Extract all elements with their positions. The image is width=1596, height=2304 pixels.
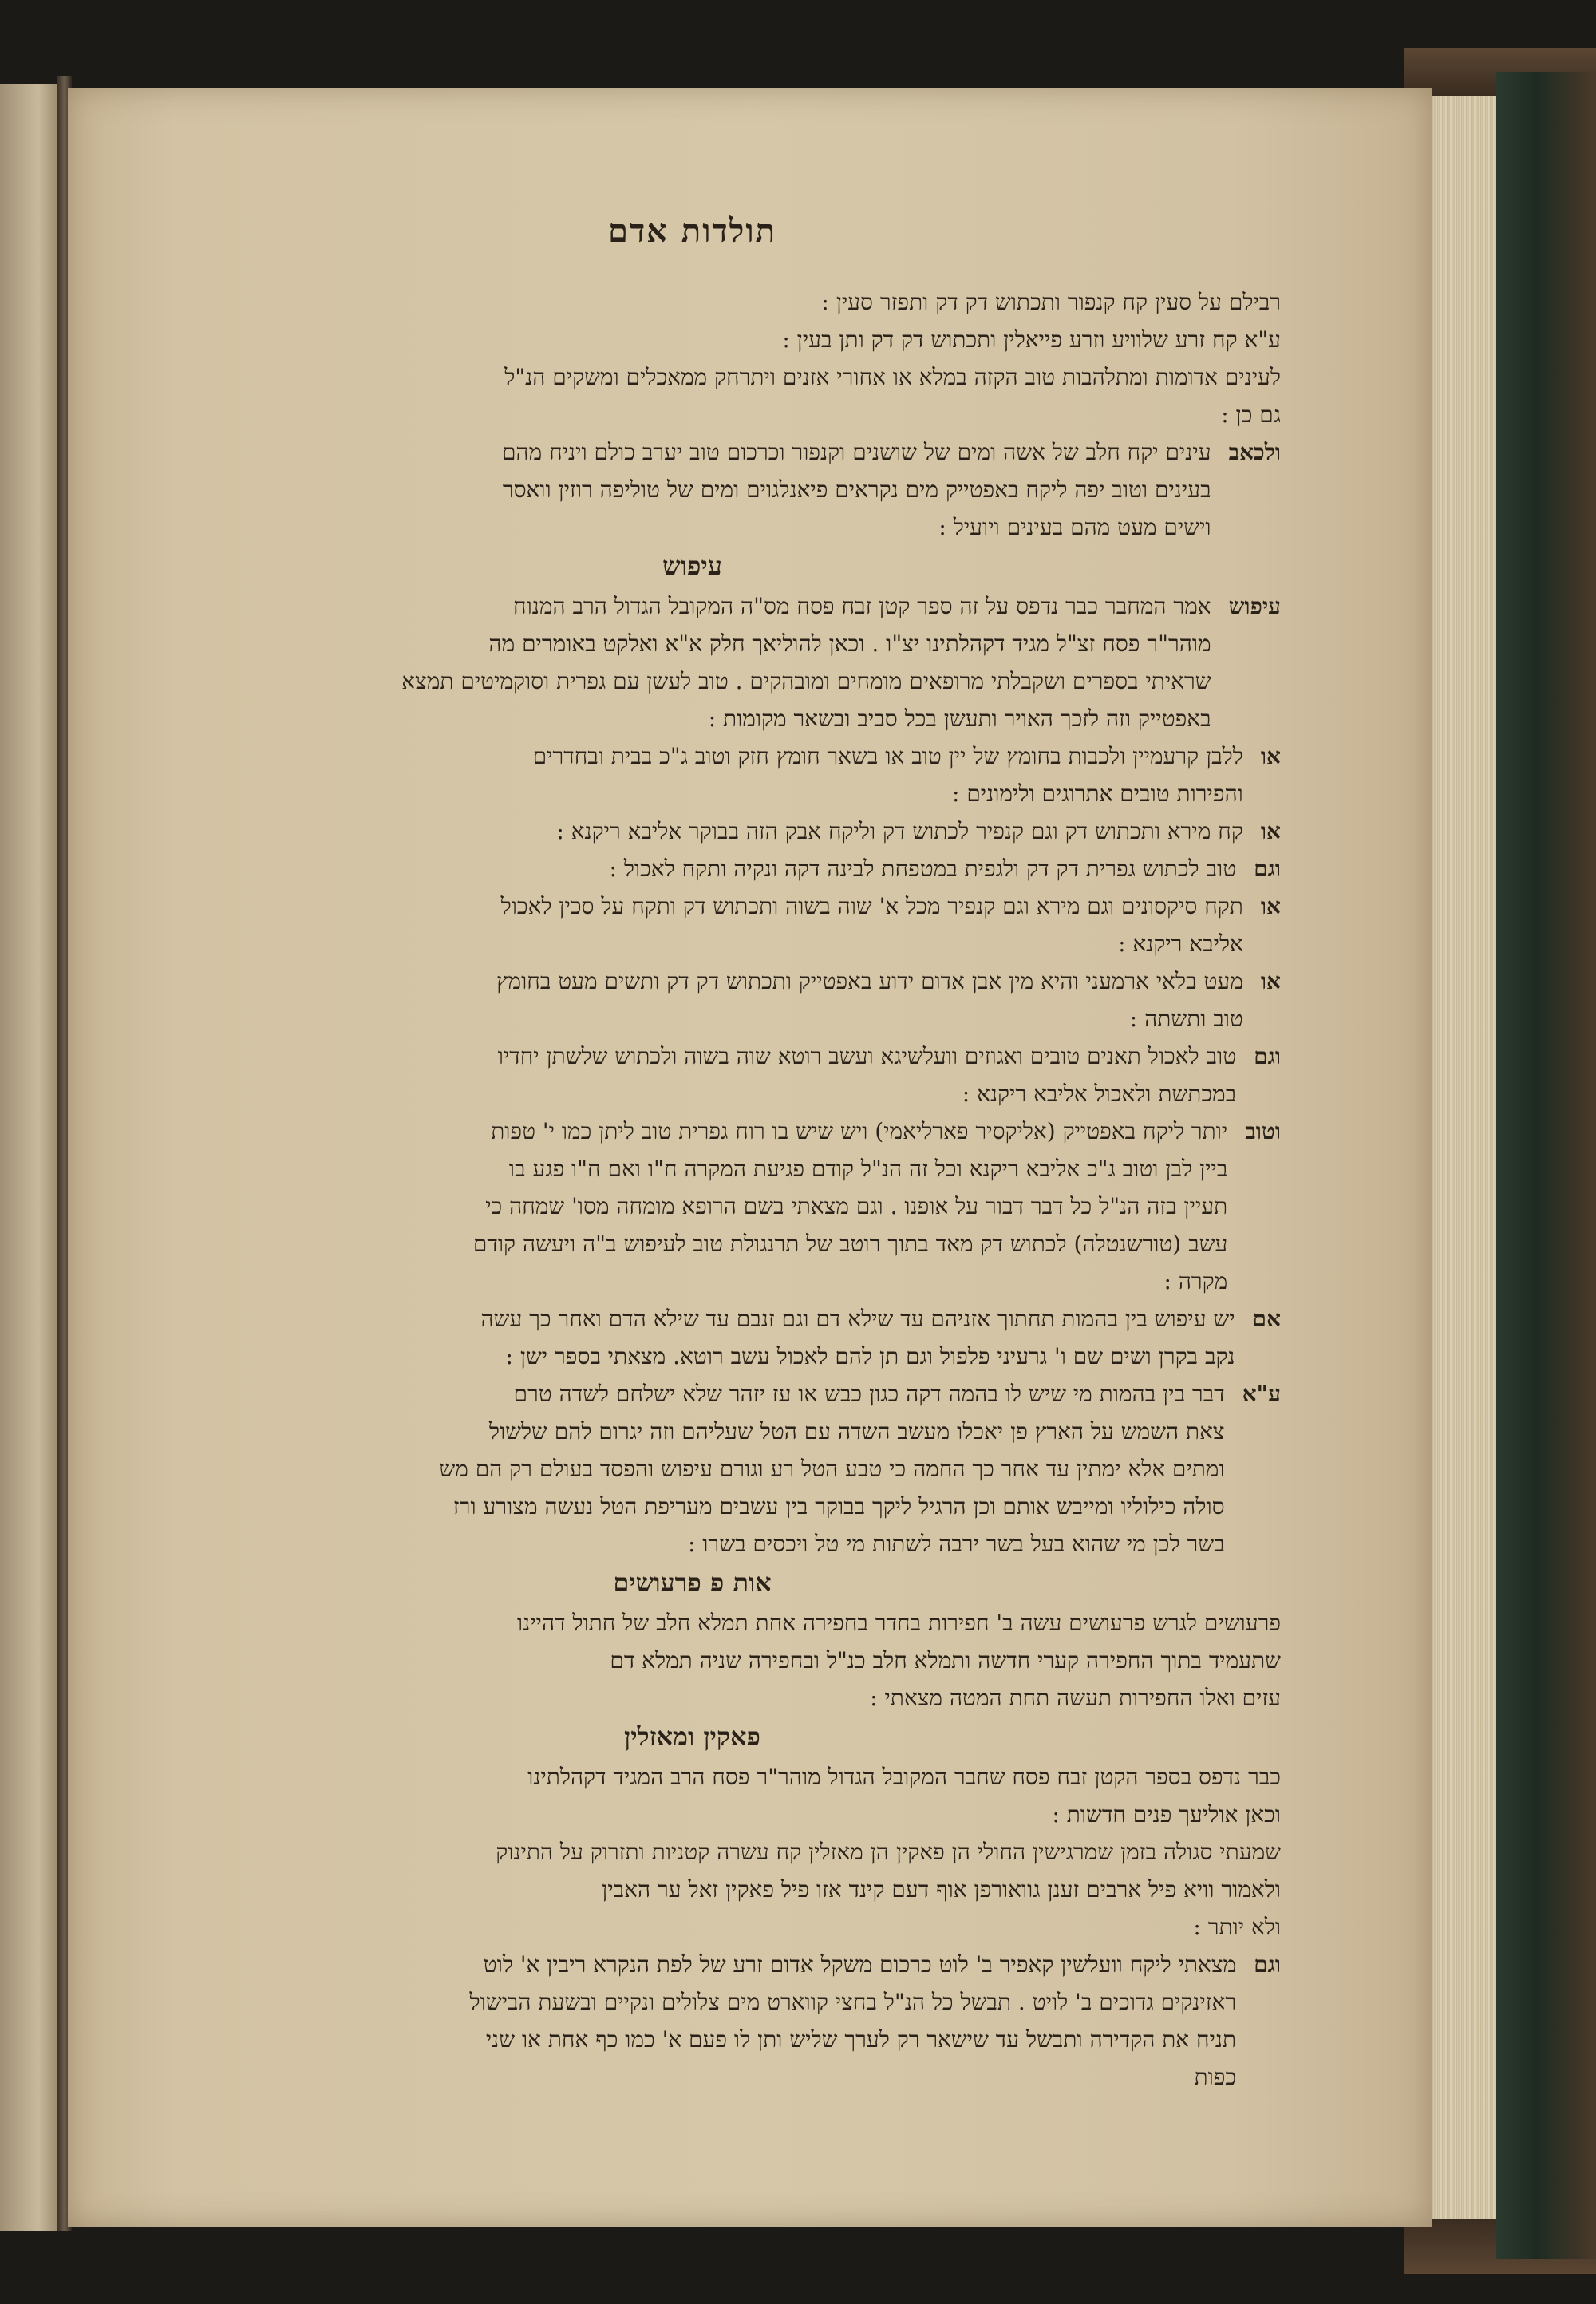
left-page-edge	[0, 84, 64, 2231]
text-line: ראזינקים גדוכים ב' לויט . תבשל כל הנ"ל בחצי קווארט מים צלולים ונקיים ובשעת הבישול	[469, 1989, 1237, 2015]
section-eye-remedies	[104, 283, 1281, 546]
text-line: מקרה :	[1163, 1268, 1228, 1294]
text-line: דבר בין בהמות מי שיש לו בהמה דקה כגון כבש או עז יזהר שלא ישלחם לשדה טרם	[513, 1381, 1225, 1407]
text-line: לעינים אדומות ומתלהבות טוב הקזה במלא או אחורי אזנים ויתרחק ממאכלים ומשקים הנ"ל	[504, 364, 1281, 390]
text-line: והפירות טובים אתרוגים ולימונים :	[952, 781, 1243, 807]
text-line: עזים ואלו החפירות תעשה תחת המטה מצאתי :	[870, 1685, 1281, 1711]
paragraph-lead-word: וגם	[1254, 1951, 1281, 1978]
page-stack-edges	[1428, 88, 1500, 2227]
paragraph-lead-word: או	[1260, 743, 1281, 769]
paragraph-lead-word: אם	[1252, 1306, 1281, 1332]
paragraph	[104, 1037, 1281, 1112]
paragraph-body	[104, 1604, 1281, 1717]
paragraph-body	[104, 1037, 1236, 1112]
paragraph-lead-word: וגם	[1254, 856, 1281, 882]
paragraph	[104, 358, 1281, 433]
text-line: בעינים וטוב יפה ליקח באפטייק מים נקראים פיאנלגוים ומים של טוליפה רוזין וואסר	[502, 476, 1211, 503]
section-pox	[104, 1758, 1281, 2096]
text-line: באפטייק וזה לזכך האויר ותעשן בכל סביב ובשאר מקומות :	[708, 705, 1211, 732]
paragraph-body	[104, 962, 1243, 1037]
paragraph-body	[104, 1112, 1227, 1300]
paragraph	[104, 850, 1281, 887]
paragraph-body	[104, 1946, 1236, 2096]
paragraph	[104, 283, 1281, 321]
page-title: תולדות אדם	[607, 212, 776, 250]
text-line: ללבן קרעמיין ולכבות בחומץ של יין טוב או בשאר חומץ חזק וטוב ג"כ בבית ובחדרים	[532, 743, 1243, 769]
text-line: קח מירא ותכתוש דק וגם קנפיר לכתוש דק וליקח אבק הזה בבוקר אליבא ריקנא :	[556, 818, 1243, 844]
heading-fleas: אות פ פרעושים	[613, 1567, 772, 1598]
paragraph	[104, 962, 1281, 1037]
paragraph-body	[104, 321, 1281, 358]
paragraph-body	[104, 812, 1243, 850]
text-line: יש עיפוש בין בהמות תחתוך אזניהם עד שילא דם וגם זנבם עד שילא הדם ואחר כך עשה	[480, 1306, 1235, 1332]
paragraph	[104, 1112, 1281, 1300]
paragraph	[104, 1758, 1281, 1833]
text-line: תעיין בזה הנ"ל כל דבר דבור על אופנו . וגם מצאתי בשם הרופא מומחה מסו' שמחה כי	[485, 1193, 1228, 1219]
text-line: פרעושים לגרש פרעושים עשה ב' חפירות בחדר בחפירה אחת תמלא חלב של חתול דהיינו	[516, 1610, 1281, 1636]
text-line: טוב ותשתה :	[1129, 1006, 1243, 1032]
paragraph	[104, 812, 1281, 850]
text-line: שתעמיד בתוך החפירה קערי חדשה ותמלא חלב כנ"ל ובחפירה שניה תמלא דם	[610, 1647, 1281, 1674]
text-line: אמר המחבר כבר נדפס על זה ספר קטן זבח פסח מס"ה המקובל הגדול הרב המנוח	[513, 593, 1211, 619]
text-line: טוב לכתוש גפרית דק דק ולגפית במטפחת לבינה דקה ונקיה ותקח לאכול :	[609, 856, 1237, 882]
paragraph-lead-word: וטוב	[1245, 1118, 1281, 1144]
paragraph-body	[104, 1375, 1225, 1563]
text-line: עשב (טורשנטלה) לכתוש דק מאד בתוך רוטב של תרנגולת טוב לעיפוש ב"ה ויעשה קודם	[472, 1231, 1228, 1257]
text-line: אליבא ריקנא :	[1118, 931, 1243, 957]
text-line: ומתים אלא ימתין עד אחר כך החמה כי טבע הטל רע וגורם עיפוש והפסד בעולם רק הם מש	[439, 1456, 1225, 1482]
paragraph-body	[104, 587, 1211, 737]
text-line: תקח סיקסונים וגם מירא וגם קנפיר מכל א' שוה בשוה ותכתוש דק ותקח על סכין לאכול	[500, 893, 1243, 919]
text-line: מוהר"ר פסח זצ"ל מגיד דקהלתינו יצ"ו . וכאן להוליאך חלק א"א ואלקט באומרים מה	[488, 630, 1211, 657]
paragraph-body	[104, 358, 1281, 433]
section-fleas	[104, 1604, 1281, 1717]
paragraph-lead-word: עיפוש	[1228, 593, 1281, 619]
paragraph-lead-word: או	[1260, 968, 1281, 994]
text-line: טוב לאכול תאנים טובים ואגוזים וועלשיגא ועשב רוטא שוה בשוה ולכתוש שלשתן יחדיו	[497, 1043, 1237, 1069]
text-line: שמעתי סגולה בזמן שמרגישין החולי הן פאקין הן מאזלין קח עשרה קטניות ותזרוק על התינוק	[496, 1839, 1281, 1865]
paragraph-lead-word: וגם	[1254, 1043, 1281, 1069]
paragraph	[104, 1833, 1281, 1946]
paragraph	[104, 1300, 1281, 1375]
paragraph	[104, 1946, 1281, 2096]
text-line: שראיתי בספרים ושקבלתי מרופאים מומחים ומובהקים . טוב לעשן עם גפרית וסוקמיטים תמצא	[401, 668, 1211, 694]
text-line: רבילם על סעין קח קנפור ותכתוש דק דק ותפזר סעין :	[821, 289, 1281, 315]
text-line: סולה כילוליו ומייבש אותם וכן הרגיל ליקך בבוקר בין עשבים מעריפת הטל נעשה מצורע ורז	[452, 1493, 1225, 1520]
paragraph-lead-word: ע"א	[1242, 1381, 1281, 1407]
text-line: וכאן אוליעך פנים חדשות :	[1052, 1801, 1281, 1828]
paragraph	[104, 433, 1281, 546]
text-line: עינים יקח חלב של אשה ומים של שושנים וקנפור וכרכום טוב יערב כולם ויניח מהם	[502, 439, 1211, 465]
text-line: יותר ליקח באפטייק (אליקסיר פארליאמי) ויש שיש בו רוח גפרית טוב ליתן כמו י' טפות	[491, 1118, 1228, 1144]
paragraph-lead-word: ולכאב	[1228, 439, 1281, 465]
text-line: תניח את הקדירה ותבשל עד שישאר רק לערך שליש ותן לו פעם א' כמו כף אחת או שני	[485, 2026, 1237, 2053]
text-line: גם כן :	[1221, 401, 1281, 428]
paragraph-body	[104, 283, 1281, 321]
text-line: ביין לבן וטוב ג"כ אליבא ריקנא וכל זה הנ"ל קודם פגיעת המקרה ח"ו ואם ח"ו פגע בו	[508, 1156, 1228, 1182]
text-line: ע"א קח זרע שלוויע וזרע פייאלין ותכתוש דק דק ותן בעין :	[782, 326, 1281, 353]
text-line: נקב בקרן ושים שם ו' גרעיני פלפול וגם תן להם לאכול עשב רוטא. מצאתי בספר ישן :	[505, 1343, 1235, 1369]
paragraph	[104, 321, 1281, 358]
paragraph-body	[104, 887, 1243, 962]
section-ipush	[104, 587, 1281, 1563]
paragraph	[104, 737, 1281, 812]
paragraph	[104, 887, 1281, 962]
paragraph-body	[104, 1300, 1235, 1375]
paragraph-body	[104, 1758, 1281, 1833]
paragraph-body	[104, 1833, 1281, 1946]
page-text	[104, 211, 1281, 2096]
text-line: וישים מעט מהם בעינים ויועיל :	[938, 514, 1211, 540]
paragraph	[104, 1604, 1281, 1717]
text-line: צאת השמש על הארץ פן יאכלו מעשב השדה עם הטל שעליהם וזה יגרום להם שלשול	[488, 1418, 1225, 1444]
text-line: בשר לכן מי שהוא בעל בשר ירבה לשתות מי טל ויכסים בשרו :	[687, 1531, 1225, 1557]
paragraph-lead-word: או	[1260, 818, 1281, 844]
paragraph-lead-word: או	[1260, 893, 1281, 919]
paragraph-body	[104, 850, 1236, 887]
paragraph	[104, 1375, 1281, 1563]
paragraph	[104, 587, 1281, 737]
heading-ipush: עיפוש	[662, 551, 722, 581]
paragraph-body	[104, 433, 1211, 546]
text-line: כפות	[1194, 2064, 1237, 2090]
text-line: ולא יותר :	[1193, 1914, 1281, 1940]
text-line: כבר נדפס בספר הקטן זבח פסח שחבר המקובל הגדול מוהר"ר פסח הרב המגיד דקהלתינו	[527, 1764, 1281, 1790]
text-line: מצאתי ליקח וועלשין קאפיר ב' לוט כרכום משקל אדום זרע של לפת הנקרא ריבין א' לוט	[483, 1951, 1237, 1978]
text-line: מעט בלאי ארמעני והיא מין אבן אדום ידוע באפטייק ותכתוש דק דק ותשים מעט בחומץ	[496, 968, 1243, 994]
book-cover-right	[1496, 72, 1596, 2259]
text-line: במכתשת ולאכול אליבא ריקנא :	[962, 1081, 1237, 1107]
text-line: ולאמור וויא פיל ארבים זענן גוואורפן אוף דעם קינד אזו פיל פאקין זאל ער האבין	[602, 1876, 1281, 1903]
paragraph-body	[104, 737, 1243, 812]
heading-pox: פאקין ומאזלין	[624, 1721, 760, 1752]
